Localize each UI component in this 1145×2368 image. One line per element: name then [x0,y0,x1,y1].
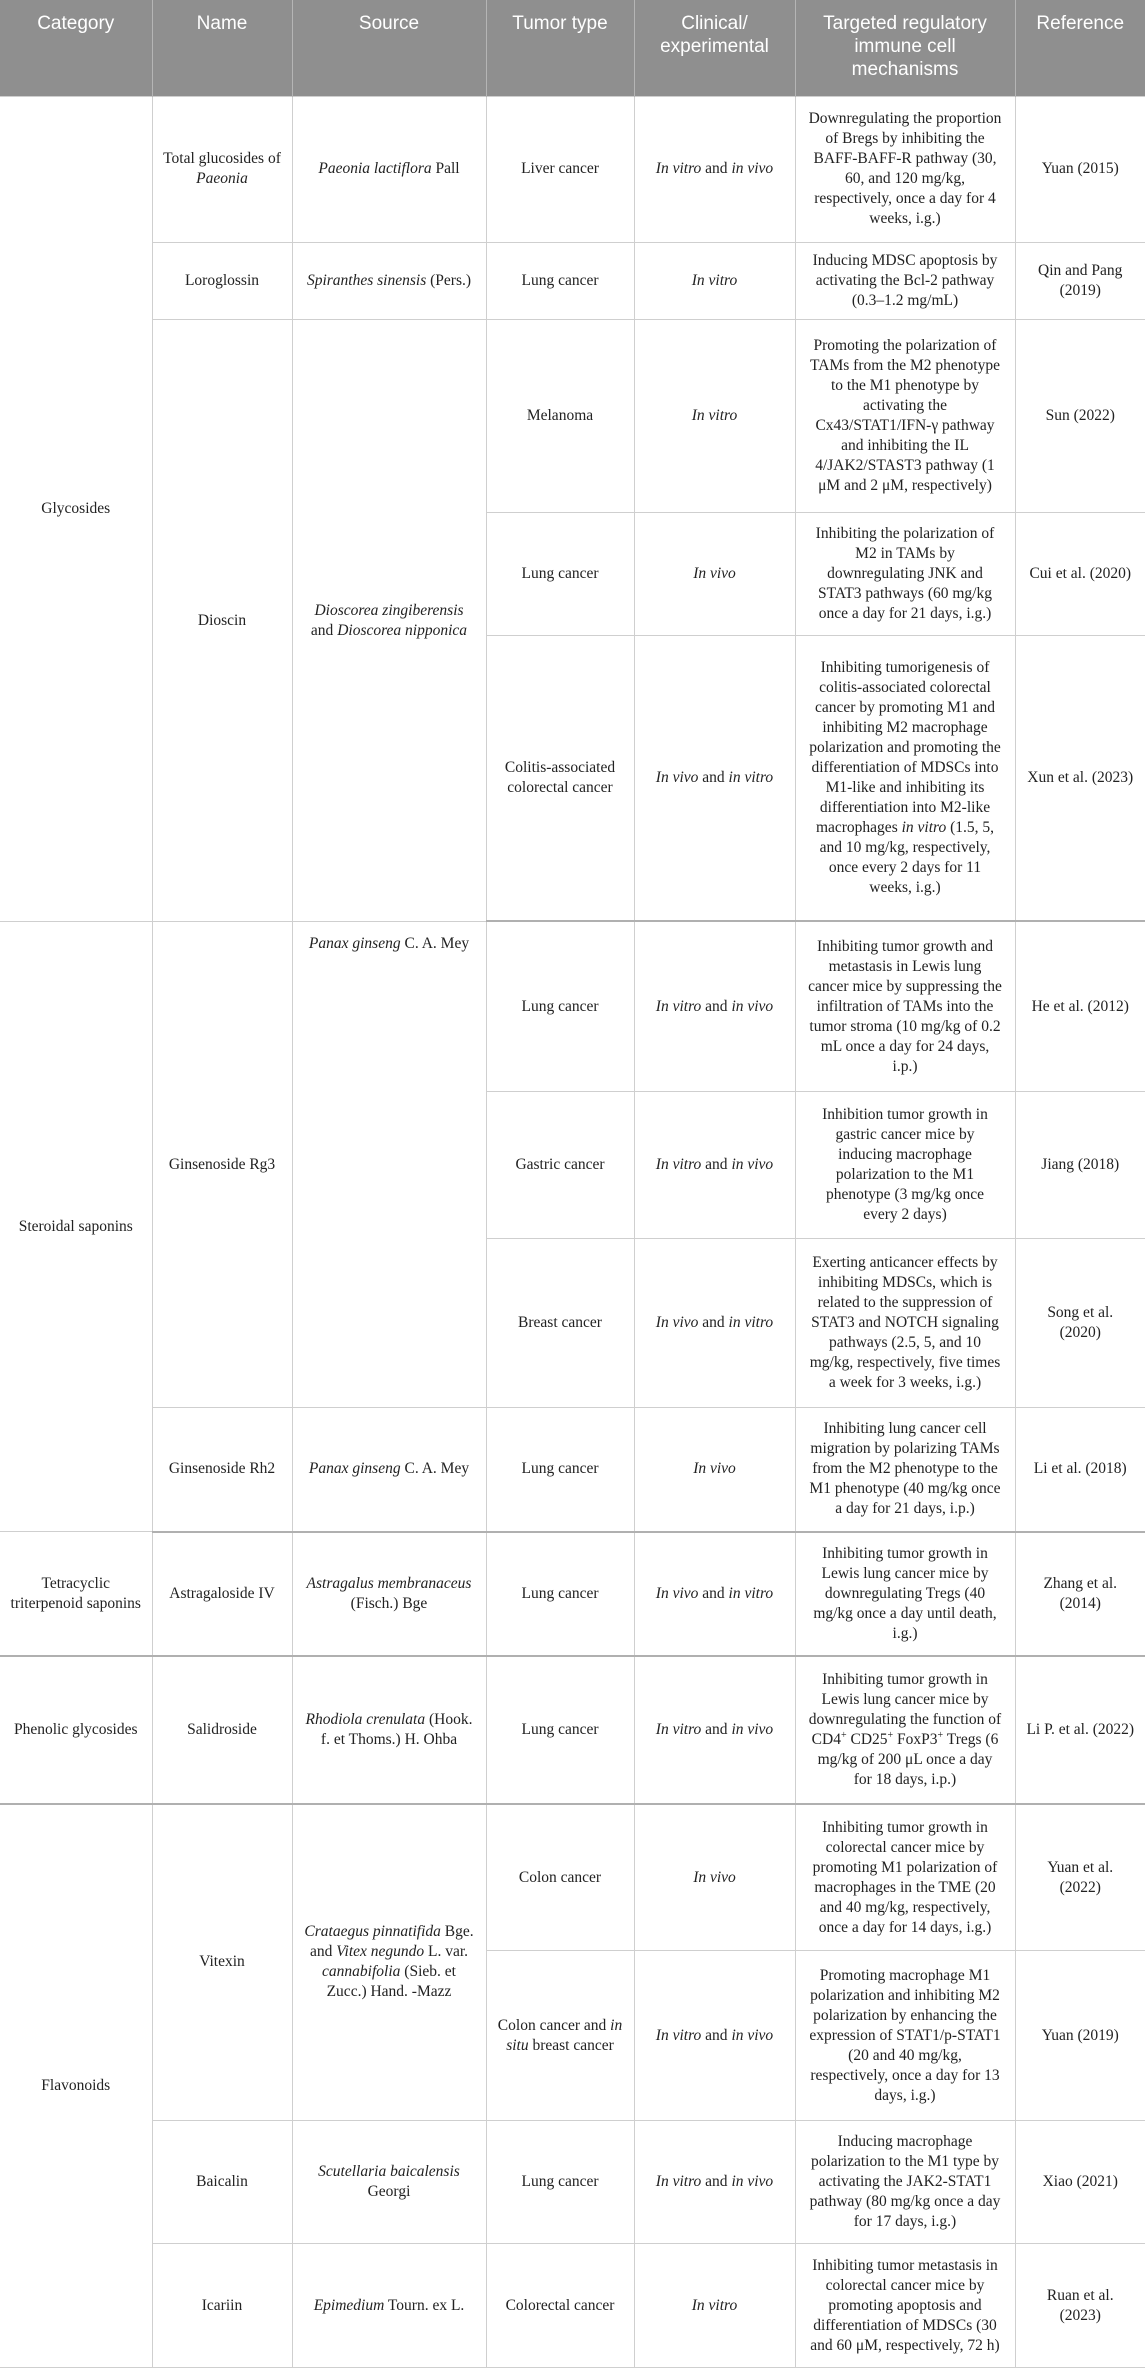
clinical-cell: In vitro and in vivo [634,1951,795,2121]
tumor-cell: Lung cancer [486,1408,634,1532]
header-tumor-type: Tumor type [486,0,634,96]
table-row [0,96,1145,243]
reference-cell: Zhang et al. (2014) [1015,1532,1145,1657]
mechanism-cell: Inhibiting the polarization of M2 in TAMs by downregulating JNK and STAT3 pathways (60 mg/kg once a day for 21 days, i.g.) [795,512,1015,635]
name-cell: Astragaloside IV [152,1532,292,1657]
clinical-cell: In vitro and in vivo [634,1092,795,1239]
tumor-cell: Lung cancer [486,243,634,320]
header-category: Category [0,0,152,96]
clinical-cell: In vitro [634,320,795,513]
mechanism-cell: Inhibiting tumor growth in Lewis lung cancer mice by downregulating Tregs (40 mg/kg once a day until death, i.g.) [795,1532,1015,1657]
mechanism-cell: Inducing macrophage polarization to the M1 type by activating the JAK2-STAT1 pathway (80 mg/kg once a day for 17 days, i.g.) [795,2121,1015,2244]
mechanism-cell: Inhibiting lung cancer cell migration by polarizing TAMs from the M2 phenotype to the M1 phenotype (40 mg/kg once a day for 21 days, i.p.) [795,1408,1015,1532]
clinical-cell: In vivo and in vitro [634,636,795,922]
reference-cell: Cui et al. (2020) [1015,512,1145,635]
name-cell: Dioscin [152,320,292,922]
mechanism-cell: Inhibiting tumor growth and metastasis in Lewis lung cancer mice by suppressing the infiltration of TAMs into the tumor stroma (10 mg/kg of 0.2 mL once a day for 24 days, i.p.) [795,921,1015,1091]
source-cell: Astragalus membranaceus (Fisch.) Bge [292,1532,486,1657]
reference-cell: Yuan (2019) [1015,1951,1145,2121]
tumor-cell: Liver cancer [486,96,634,243]
reference-cell: Song et al. (2020) [1015,1238,1145,1408]
category-cell: Tetracyclic triterpenoid saponins [0,1532,152,1657]
clinical-cell: In vitro and in vivo [634,96,795,243]
tumor-cell: Gastric cancer [486,1092,634,1239]
source-cell: Dioscorea zingiberensis and Dioscorea nipponica [292,320,486,922]
source-cell: Spiranthes sinensis (Pers.) [292,243,486,320]
source-cell: Rhodiola crenulata (Hook. f. et Thoms.) H. Ohba [292,1656,486,1804]
clinical-cell: In vitro and in vivo [634,2121,795,2244]
category-cell: Steroidal saponins [0,921,152,1531]
clinical-cell: In vivo and in vitro [634,1532,795,1657]
category-cell: Flavonoids [0,1804,152,2368]
table-row [0,1408,1145,1532]
clinical-cell: In vivo and in vitro [634,1238,795,1408]
header-name: Name [152,0,292,96]
mechanism-cell: Exerting anticancer effects by inhibiting MDSCs, which is related to the suppression of STAT3 and NOTCH signaling pathways (2.5, 5, and 10 mg/kg, respectively, five times a week for 3 weeks, i.g.) [795,1238,1015,1408]
category-cell: Phenolic glycosides [0,1656,152,1804]
tumor-cell: Lung cancer [486,2121,634,2244]
table-row [0,1804,1145,1951]
mechanism-cell: Inhibiting tumor growth in Lewis lung cancer mice by downregulating the function of CD4+ CD25+ FoxP3+ Tregs (6 mg/kg of 200 μL once a day for 18 days, i.p.) [795,1656,1015,1804]
table-row [0,1532,1145,1657]
tumor-cell: Colorectal cancer [486,2244,634,2368]
mechanism-cell: Inhibiting tumor metastasis in colorectal cancer mice by promoting apoptosis and differentiation of MDSCs (30 and 60 μM, respectively, 72 h) [795,2244,1015,2368]
name-cell: Vitexin [152,1804,292,2121]
reference-cell: He et al. (2012) [1015,921,1145,1091]
header-clinical-experimental: Clinical/ experimental [634,0,795,96]
source-cell: Scutellaria baicalensis Georgi [292,2121,486,2244]
clinical-cell: In vivo [634,1804,795,1951]
table-row [0,2244,1145,2368]
header-reference: Reference [1015,0,1145,96]
mechanism-cell: Promoting the polarization of TAMs from the M2 phenotype to the M1 phenotype by activating the Cx43/STAT1/IFN-γ pathway and inhibiting the IL 4/JAK2/STAST3 pathway (1 μM and 2 μM, respectively) [795,320,1015,513]
clinical-cell: In vitro and in vivo [634,921,795,1091]
name-cell: Ginsenoside Rg3 [152,921,292,1407]
reference-cell: Yuan et al. (2022) [1015,1804,1145,1951]
reference-cell: Jiang (2018) [1015,1092,1145,1239]
mechanism-cell: Inhibiting tumorigenesis of colitis-associated colorectal cancer by promoting M1 and inhibiting M2 macrophage polarization and promoting the differentiation of MDSCs into M1-like and inhibiting its differentiation into M2-like macrophages in vitro (1.5, 5, and 10 mg/kg, respectively, once every 2 days for 11 weeks, i.g.) [795,636,1015,922]
reference-cell: Li et al. (2018) [1015,1408,1145,1532]
mechanism-cell: Inducing MDSC apoptosis by activating the Bcl-2 pathway (0.3–1.2 mg/mL) [795,243,1015,320]
reference-cell: Yuan (2015) [1015,96,1145,243]
name-cell: Total glucosides of Paeonia [152,96,292,243]
name-cell: Baicalin [152,2121,292,2244]
reference-cell: Xun et al. (2023) [1015,636,1145,922]
mechanism-cell: Inhibition tumor growth in gastric cancer mice by inducing macrophage polarization to the M1 phenotype (3 mg/kg once every 2 days) [795,1092,1015,1239]
tumor-cell: Breast cancer [486,1238,634,1408]
category-cell: Glycosides [0,96,152,921]
tumor-cell: Lung cancer [486,512,634,635]
table-row [0,1656,1145,1804]
source-cell: Panax ginseng C. A. Mey [292,1408,486,1532]
name-cell: Ginsenoside Rh2 [152,1408,292,1532]
source-cell: Epimedium Tourn. ex L. [292,2244,486,2368]
reference-cell: Xiao (2021) [1015,2121,1145,2244]
header-source: Source [292,0,486,96]
clinical-cell: In vivo [634,1408,795,1532]
mechanism-cell: Promoting macrophage M1 polarization and inhibiting M2 polarization by enhancing the expression of STAT1/p-STAT1 (20 and 40 mg/kg, respectively, once a day for 13 days, i.g.) [795,1951,1015,2121]
reference-cell: Li P. et al. (2022) [1015,1656,1145,1804]
clinical-cell: In vitro [634,243,795,320]
name-cell: Salidroside [152,1656,292,1804]
table-row [0,243,1145,320]
clinical-cell: In vivo [634,512,795,635]
source-cell: Panax ginseng C. A. Mey [292,921,486,1407]
reference-cell: Sun (2022) [1015,320,1145,513]
mechanism-cell: Downregulating the proportion of Bregs by inhibiting the BAFF-BAFF-R pathway (30, 60, and 120 mg/kg, respectively, once a day for 4 weeks, i.g.) [795,96,1015,243]
source-cell: Paeonia lactiflora Pall [292,96,486,243]
name-cell: Loroglossin [152,243,292,320]
clinical-cell: In vitro [634,2244,795,2368]
tumor-cell: Melanoma [486,320,634,513]
tumor-cell: Colon cancer and in situ breast cancer [486,1951,634,2121]
source-cell: Crataegus pinnatifida Bge. and Vitex negundo L. var. cannabifolia (Sieb. et Zucc.) Hand. -Mazz [292,1804,486,2121]
tumor-cell: Colitis-associated colorectal cancer [486,636,634,922]
name-cell: Icariin [152,2244,292,2368]
table-row [0,921,1145,1091]
tumor-cell: Colon cancer [486,1804,634,1951]
reference-cell: Qin and Pang (2019) [1015,243,1145,320]
tumor-cell: Lung cancer [486,921,634,1091]
mechanism-cell: Inhibiting tumor growth in colorectal cancer mice by promoting M1 polarization of macrophages in the TME (20 and 40 mg/kg, respectively, once a day for 14 days, i.g.) [795,1804,1015,1951]
reference-cell: Ruan et al. (2023) [1015,2244,1145,2368]
tumor-cell: Lung cancer [486,1656,634,1804]
table-row [0,320,1145,513]
header-mechanisms: Targeted regulatory immune cell mechanisms [795,0,1015,96]
clinical-cell: In vitro and in vivo [634,1656,795,1804]
tumor-cell: Lung cancer [486,1532,634,1657]
header-row [0,0,1145,96]
table-row [0,2121,1145,2244]
